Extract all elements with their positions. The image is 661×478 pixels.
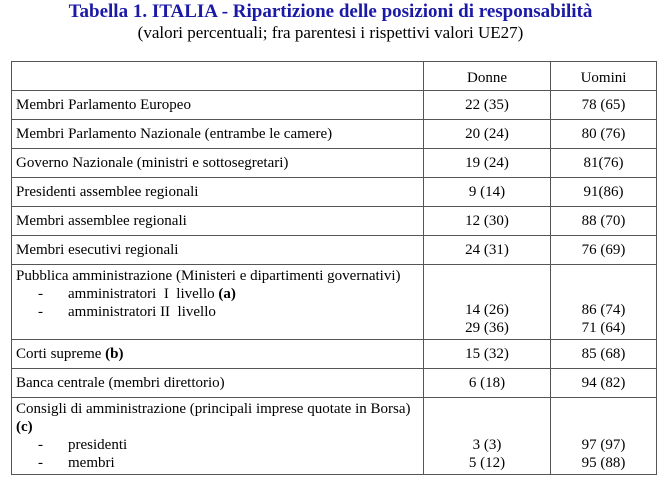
row-label: Corti supreme	[16, 346, 106, 362]
title-block	[0, 0, 661, 43]
table-row	[12, 369, 657, 398]
table-row	[12, 398, 657, 475]
dash-marker: -	[38, 286, 43, 302]
women-value: 14 (26)	[465, 302, 509, 318]
sub-row	[16, 454, 419, 472]
women-value: 9 (14)	[424, 178, 551, 207]
women-value: 15 (32)	[424, 340, 551, 369]
women-value: 24 (31)	[424, 236, 551, 265]
dash-marker: -	[38, 437, 43, 453]
women-value: 22 (35)	[424, 91, 551, 120]
row-label: Governo Nazionale (ministri e sottosegretari)	[12, 149, 424, 178]
table-row	[12, 178, 657, 207]
row-label: Presidenti assemblee regionali	[12, 178, 424, 207]
table-row	[12, 120, 657, 149]
men-values	[551, 265, 657, 340]
men-value: 88 (70)	[551, 207, 657, 236]
table-row	[12, 236, 657, 265]
row-label-group	[12, 340, 424, 369]
men-value: 85 (68)	[551, 340, 657, 369]
footnote-ref: (c)	[16, 419, 33, 435]
dash-marker: -	[38, 304, 43, 320]
footnote-ref: (b)	[105, 346, 124, 362]
women-value: 5 (12)	[468, 455, 506, 471]
dash-marker: -	[38, 455, 43, 471]
men-value: 78 (65)	[551, 91, 657, 120]
women-value: 20 (24)	[424, 120, 551, 149]
row-label-group	[12, 265, 424, 340]
row-label: Membri esecutivi regionali	[12, 236, 424, 265]
men-values	[551, 398, 657, 475]
row-label: Pubblica amministrazione (Ministeri e dipartimenti governativi)	[16, 268, 401, 284]
table-row	[12, 265, 657, 340]
responsibility-table	[11, 61, 657, 475]
row-label: Membri assemblee regionali	[12, 207, 424, 236]
table-row	[12, 340, 657, 369]
row-label: Membri Parlamento Nazionale (entrambe le camere)	[12, 120, 424, 149]
row-label: Membri Parlamento Europeo	[12, 91, 424, 120]
header-men: Uomini	[551, 62, 657, 91]
table-title: Tabella 1. ITALIA - Ripartizione delle posizioni di responsabilità	[68, 1, 593, 22]
sub-row	[16, 285, 419, 303]
row-label: Consigli di amministrazione (principali imprese quotate in Borsa)	[16, 401, 411, 417]
row-label-wrap	[16, 400, 419, 436]
women-values	[424, 398, 551, 475]
header-empty-cell	[12, 62, 424, 91]
header-row	[12, 62, 657, 91]
sub-row	[16, 436, 419, 454]
row-label-group	[12, 398, 424, 475]
women-value: 29 (36)	[465, 320, 509, 336]
men-value: 81(76)	[551, 149, 657, 178]
sub-row-label: membri	[68, 455, 115, 471]
women-values	[424, 265, 551, 340]
row-label: Banca centrale (membri direttorio)	[12, 369, 424, 398]
table-row	[12, 207, 657, 236]
men-value: 71 (64)	[581, 320, 626, 336]
sub-row-label: amministratori I livello	[68, 286, 219, 302]
sub-row	[16, 303, 419, 321]
men-value: 94 (82)	[551, 369, 657, 398]
sub-row-label: amministratori II livello	[68, 304, 216, 320]
women-value: 3 (3)	[472, 437, 502, 453]
women-value: 6 (18)	[424, 369, 551, 398]
men-value: 91(86)	[551, 178, 657, 207]
men-value: 97 (97)	[581, 437, 626, 453]
men-value: 80 (76)	[551, 120, 657, 149]
women-value: 12 (30)	[424, 207, 551, 236]
table-row	[12, 91, 657, 120]
men-value: 95 (88)	[581, 455, 626, 471]
footnote-ref: (a)	[218, 286, 236, 302]
men-value: 86 (74)	[581, 302, 626, 318]
women-value: 19 (24)	[424, 149, 551, 178]
sub-row-label: presidenti	[68, 437, 128, 453]
header-women: Donne	[424, 62, 551, 91]
table-subtitle: (valori percentuali; fra parentesi i rispettivi valori UE27)	[137, 23, 524, 42]
men-value: 76 (69)	[551, 236, 657, 265]
table-row	[12, 149, 657, 178]
